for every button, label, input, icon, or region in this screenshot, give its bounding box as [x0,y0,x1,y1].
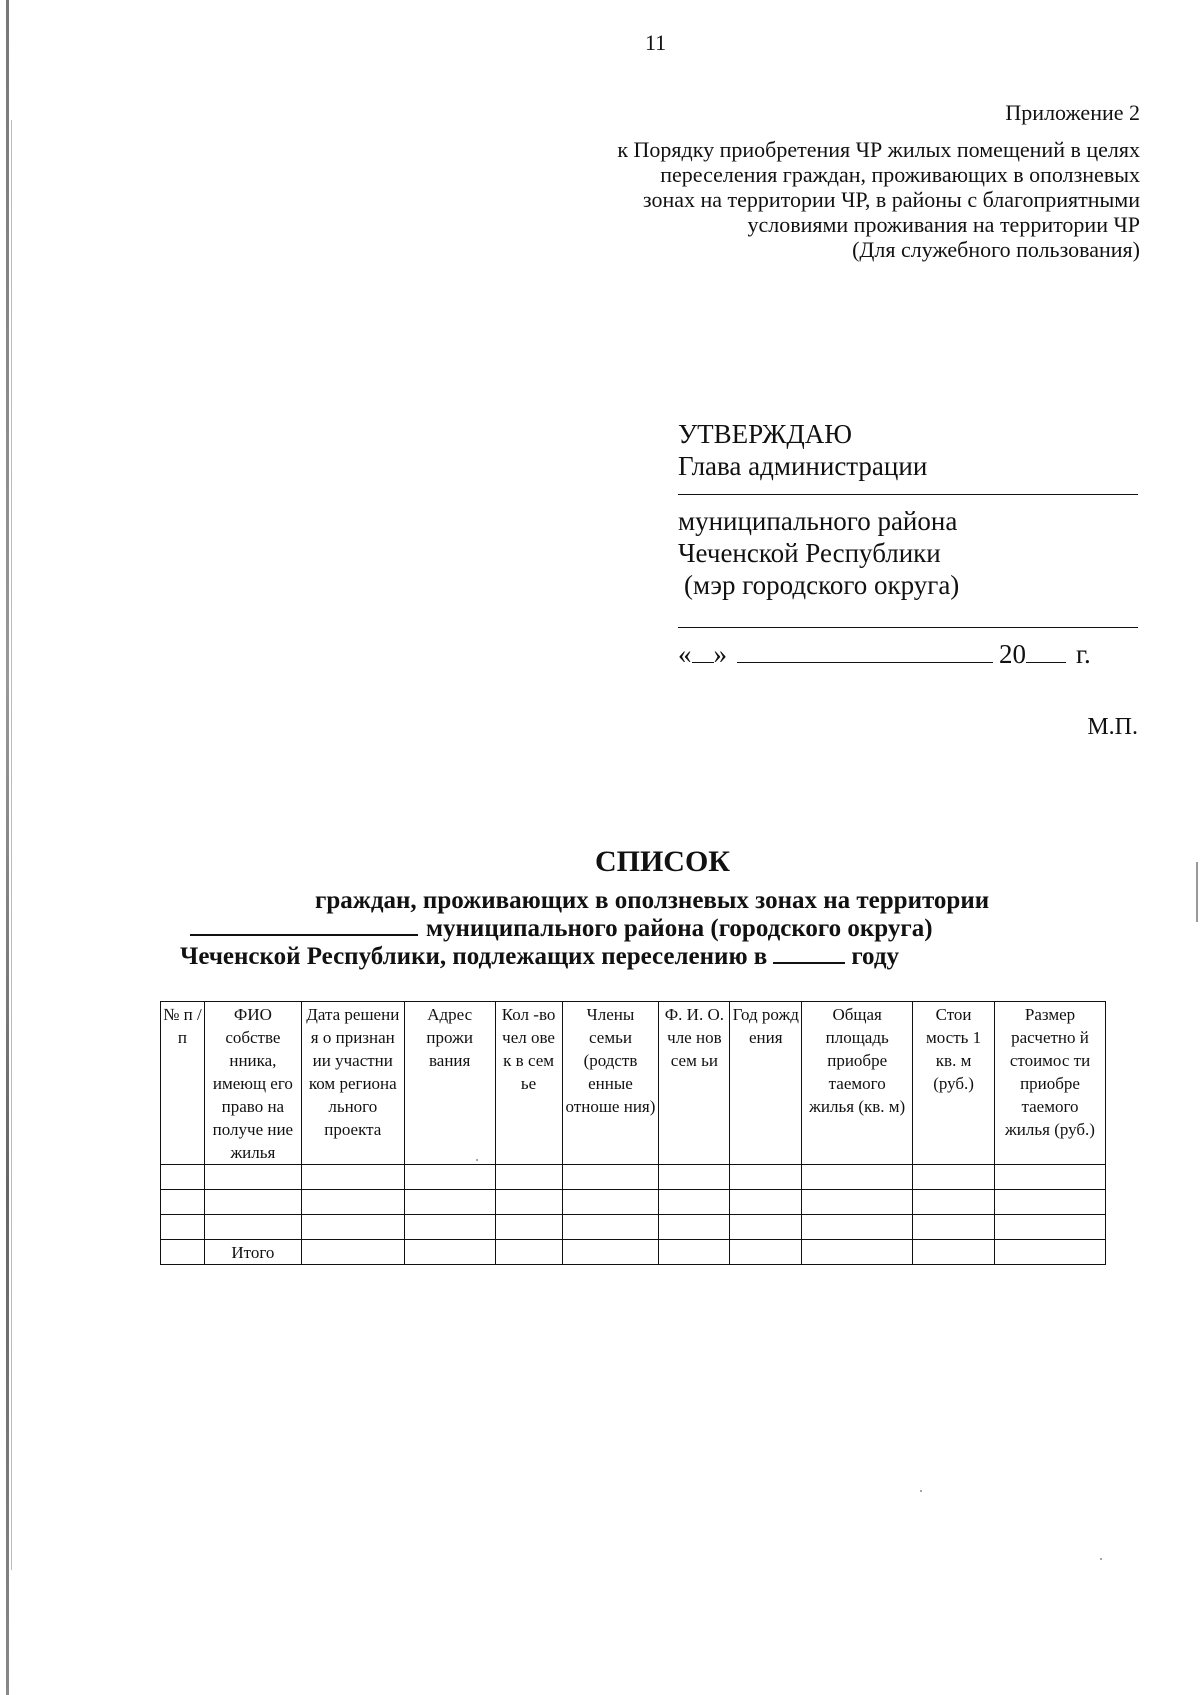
table-cell[interactable] [730,1165,802,1190]
table-cell[interactable] [562,1240,659,1265]
scan-speck [1100,1558,1102,1560]
table-cell[interactable] [161,1215,205,1240]
table-cell[interactable] [562,1165,659,1190]
table-cell[interactable] [161,1240,205,1265]
table-cell[interactable] [404,1215,495,1240]
col-header-price-per-sqm: Стои мость 1 кв. м (руб.) [913,1002,995,1165]
table-cell[interactable] [562,1190,659,1215]
col-header-member-names: Ф. И. О. чле нов сем ьи [659,1002,730,1165]
table-cell[interactable] [659,1165,730,1190]
appendix-line: условиями проживания на территории ЧР [747,212,1140,237]
name-line [678,627,1138,628]
col-header-decision-date: Дата решени я о признан ии участни ком регионa льного проекта [301,1002,404,1165]
approval-mayor: (мэр городского округа) [684,570,960,600]
stamp-label: М.П. [1087,714,1138,740]
col-header-address: Адрес прожи вания [404,1002,495,1165]
col-header-number: № п / п [161,1002,205,1165]
table-cell[interactable] [913,1240,995,1265]
table-cell[interactable] [495,1165,562,1190]
appendix-line: к Порядку приобретения ЧР жилых помещений в целях [617,137,1140,162]
scan-speck [476,1159,478,1161]
table-cell[interactable] [802,1240,913,1265]
table-row [161,1215,1106,1240]
table-cell[interactable] [802,1215,913,1240]
date-quote-open: « [678,639,692,669]
heading-line-3 [180,942,1100,970]
appendix-line: зонах на территории ЧР, в районы с благоприятными [642,187,1140,212]
col-header-birth-year: Год рожд ения [730,1002,802,1165]
table-cell[interactable] [730,1215,802,1240]
table-cell[interactable] [495,1215,562,1240]
table-cell[interactable] [204,1190,301,1215]
table-cell[interactable] [659,1240,730,1265]
month-blank [737,640,993,663]
table-cell[interactable] [562,1215,659,1240]
year-blank [773,942,845,964]
table-cell[interactable] [659,1190,730,1215]
approval-republic: Чеченской Республики [678,538,941,568]
year-suffix: г. [1076,639,1091,669]
scan-speck [920,1490,922,1492]
table-cell[interactable] [995,1190,1106,1215]
total-label: Итого [204,1240,301,1265]
table-cell[interactable] [802,1190,913,1215]
table-total-row [161,1240,1106,1265]
table-cell[interactable] [995,1165,1106,1190]
table-cell[interactable] [404,1190,495,1215]
table-cell[interactable] [301,1190,404,1215]
heading-line-2 [180,914,1100,942]
table-cell[interactable] [404,1240,495,1265]
heading-line-3-year: году [851,943,899,970]
district-blank [190,914,418,936]
table-row [161,1190,1106,1215]
col-header-family-count: Кол -во чел ове к в сем ье [495,1002,562,1165]
table-cell[interactable] [301,1240,404,1265]
approval-date [678,638,1138,670]
approval-block [678,418,1138,670]
table-cell[interactable] [913,1215,995,1240]
table-cell[interactable] [913,1165,995,1190]
approval-title: УТВЕРЖДАЮ [678,419,853,449]
approval-position: Глава администрации [678,451,928,481]
day-blank [692,640,714,663]
year-blank [1026,640,1066,663]
appendix-title: Приложение 2 [1005,100,1140,125]
table-cell[interactable] [204,1165,301,1190]
table-cell[interactable] [301,1215,404,1240]
page-number: 11 [645,30,667,55]
col-header-family-members: Члены семьи (родств енные отноше ния) [562,1002,659,1165]
list-title: СПИСОК [594,845,731,878]
table-cell[interactable] [204,1215,301,1240]
table-cell[interactable] [995,1215,1106,1240]
signature-line [678,494,1138,495]
table-row [161,1165,1106,1190]
col-header-total-cost: Размер расчетно й стоимос ти приобре таемого жилья (руб.) [995,1002,1106,1165]
table-cell[interactable] [995,1240,1106,1265]
appendix-block [440,100,1140,262]
approval-district: муниципального района [678,506,958,536]
heading-line-2-text: муниципального района (городского округа) [426,915,933,942]
list-heading [180,888,1100,970]
table-cell[interactable] [301,1165,404,1190]
table-cell[interactable] [913,1190,995,1215]
table-header-row [161,1002,1106,1165]
table-cell[interactable] [161,1165,205,1190]
table-cell[interactable] [659,1215,730,1240]
appendix-line: (Для служебного пользования) [852,237,1140,262]
appendix-line: переселения граждан, проживающих в оползневых [660,162,1140,187]
heading-line-1: граждан, проживающих в оползневых зонах на территории [315,887,990,914]
citizens-table [160,1001,1106,1265]
table-cell[interactable] [802,1165,913,1190]
year-prefix: 20 [999,639,1026,669]
col-header-owner-name: ФИО собстве нника, имеющ его право на получе ние жилья [204,1002,301,1165]
date-quote-close: » [713,639,727,669]
table-cell[interactable] [495,1240,562,1265]
table-cell[interactable] [495,1190,562,1215]
col-header-area: Общая площадь приобре таемого жилья (кв. м) [802,1002,913,1165]
table-cell[interactable] [404,1165,495,1190]
table-cell[interactable] [161,1190,205,1215]
heading-line-3-text: Чеченской Республики, подлежащих переселению в [180,943,768,970]
table-cell[interactable] [730,1240,802,1265]
table-cell[interactable] [730,1190,802,1215]
